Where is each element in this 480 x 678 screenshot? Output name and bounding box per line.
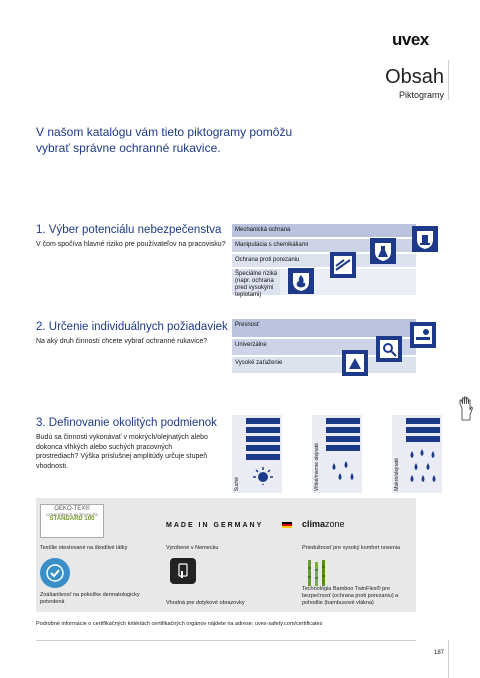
climazone-mark-part1: clima xyxy=(302,519,326,529)
env-wet-label: Mokré/olejnaté xyxy=(394,458,400,491)
env-moist-label: Vlhké/mierne olejnaté xyxy=(314,442,320,491)
section-3-title: 3. Definovanie okolitých podmienok xyxy=(36,417,217,429)
footer-vline xyxy=(448,640,449,678)
oeko-line1: CONFIDENCE IN TEXTILES xyxy=(46,512,98,517)
env-moist xyxy=(312,415,362,493)
section-1-desc: V čom spočíva hlavné riziko pre používateľov na pracovisku? xyxy=(36,241,226,248)
intro-text: V našom katalógu vám tieto piktogramy pomôžu vybrať správne ochranné rukavice. xyxy=(36,125,293,155)
derma-label: Znášanlivosť na pokožke dermatologicky potvrdená xyxy=(40,592,140,605)
climazone-mark-part2: zone xyxy=(325,519,345,529)
climazone-label: Priedušnosť pre vysoký komfort nosenia xyxy=(302,545,401,551)
env-dry-label: Suché xyxy=(234,476,240,491)
section-1-title: 1. Výber potenciálu nebezpečenstva xyxy=(36,224,222,236)
made-in-germany-mark: MADE IN GERMANY xyxy=(166,522,264,529)
footer-divider xyxy=(36,640,416,641)
drops-icon xyxy=(326,457,360,487)
heat-protection-icon xyxy=(288,268,314,294)
mechanical-protection-icon xyxy=(412,226,438,252)
heavy-drops-icon xyxy=(406,447,440,491)
page-subtitle: Piktogramy xyxy=(398,90,444,100)
precision-icon xyxy=(410,322,436,348)
oeko-tex-badge xyxy=(40,504,104,538)
hazard-bar-mechanical: Mechanická ochrana xyxy=(232,224,416,237)
sun-icon xyxy=(246,465,280,485)
heavy-duty-icon xyxy=(342,350,368,376)
requirement-bar-precision: Presnosť xyxy=(232,319,416,337)
dermatest-icon xyxy=(40,558,70,588)
oeko-label: Textílie otestované na škodlivé látky xyxy=(40,545,128,551)
bamboo-label: Technológia Bamboo TwinFlex® pre bezpečnosť (ochrana proti porezaniu) a pohodlie (bambusové vlákna) xyxy=(302,586,399,606)
bamboo-icon xyxy=(302,558,330,588)
page-number: 187 xyxy=(434,650,445,656)
section-2-desc: Na aký druh činností chcete vybrať ochranné rukavice? xyxy=(36,338,208,345)
hazard-bar-chemical: Manipulácia s chemikáliami xyxy=(232,239,416,252)
chemical-protection-icon xyxy=(370,238,396,264)
requirement-bar-universal: Univerzálne xyxy=(232,339,416,355)
requirement-bar-heavy-duty: Vysoké zaťaženie xyxy=(232,357,416,373)
hazard-bar-cut: Ochrana proti porezaniu xyxy=(232,254,416,267)
oeko-brand: OEKO-TEX® xyxy=(54,506,90,512)
env-wet xyxy=(392,415,442,493)
german-flag-icon xyxy=(282,522,292,528)
climazone-mark xyxy=(302,519,345,529)
header-divider xyxy=(448,60,449,100)
universal-icon xyxy=(376,336,402,362)
germany-label: Vyrobené v Nemecku xyxy=(166,545,219,551)
glove-icon xyxy=(459,396,473,427)
section-2-title: 2. Určenie individuálnych požiadaviek xyxy=(36,321,228,333)
touch-label: Vhodná pre dotykové obrazovky xyxy=(166,600,245,606)
page-title: Obsah xyxy=(385,66,444,88)
cut-protection-icon xyxy=(330,252,356,278)
uvex-logo: uvex xyxy=(392,30,429,49)
hazard-bar-special: Špeciálne riziká (napr. ochrana pred vysokými teplotami) xyxy=(232,269,280,295)
oeko-standard: STANDARD 100 xyxy=(49,516,95,522)
section-3-desc: Budú sa činnosti vykonávať v mokrých/olejnatých alebo dokonca vlhkých alebo suchých pracovných prostrediach? Výška príslušnej amplitúdy určuje stupeň vhodnosti. xyxy=(36,434,208,470)
footnote: Podrobné informácie o certifikačných kritériách certifikačných orgánov nájdete na adrese: uvex-safety.com/certificates xyxy=(36,621,323,627)
touchscreen-icon xyxy=(170,558,196,584)
env-dry xyxy=(232,415,282,493)
